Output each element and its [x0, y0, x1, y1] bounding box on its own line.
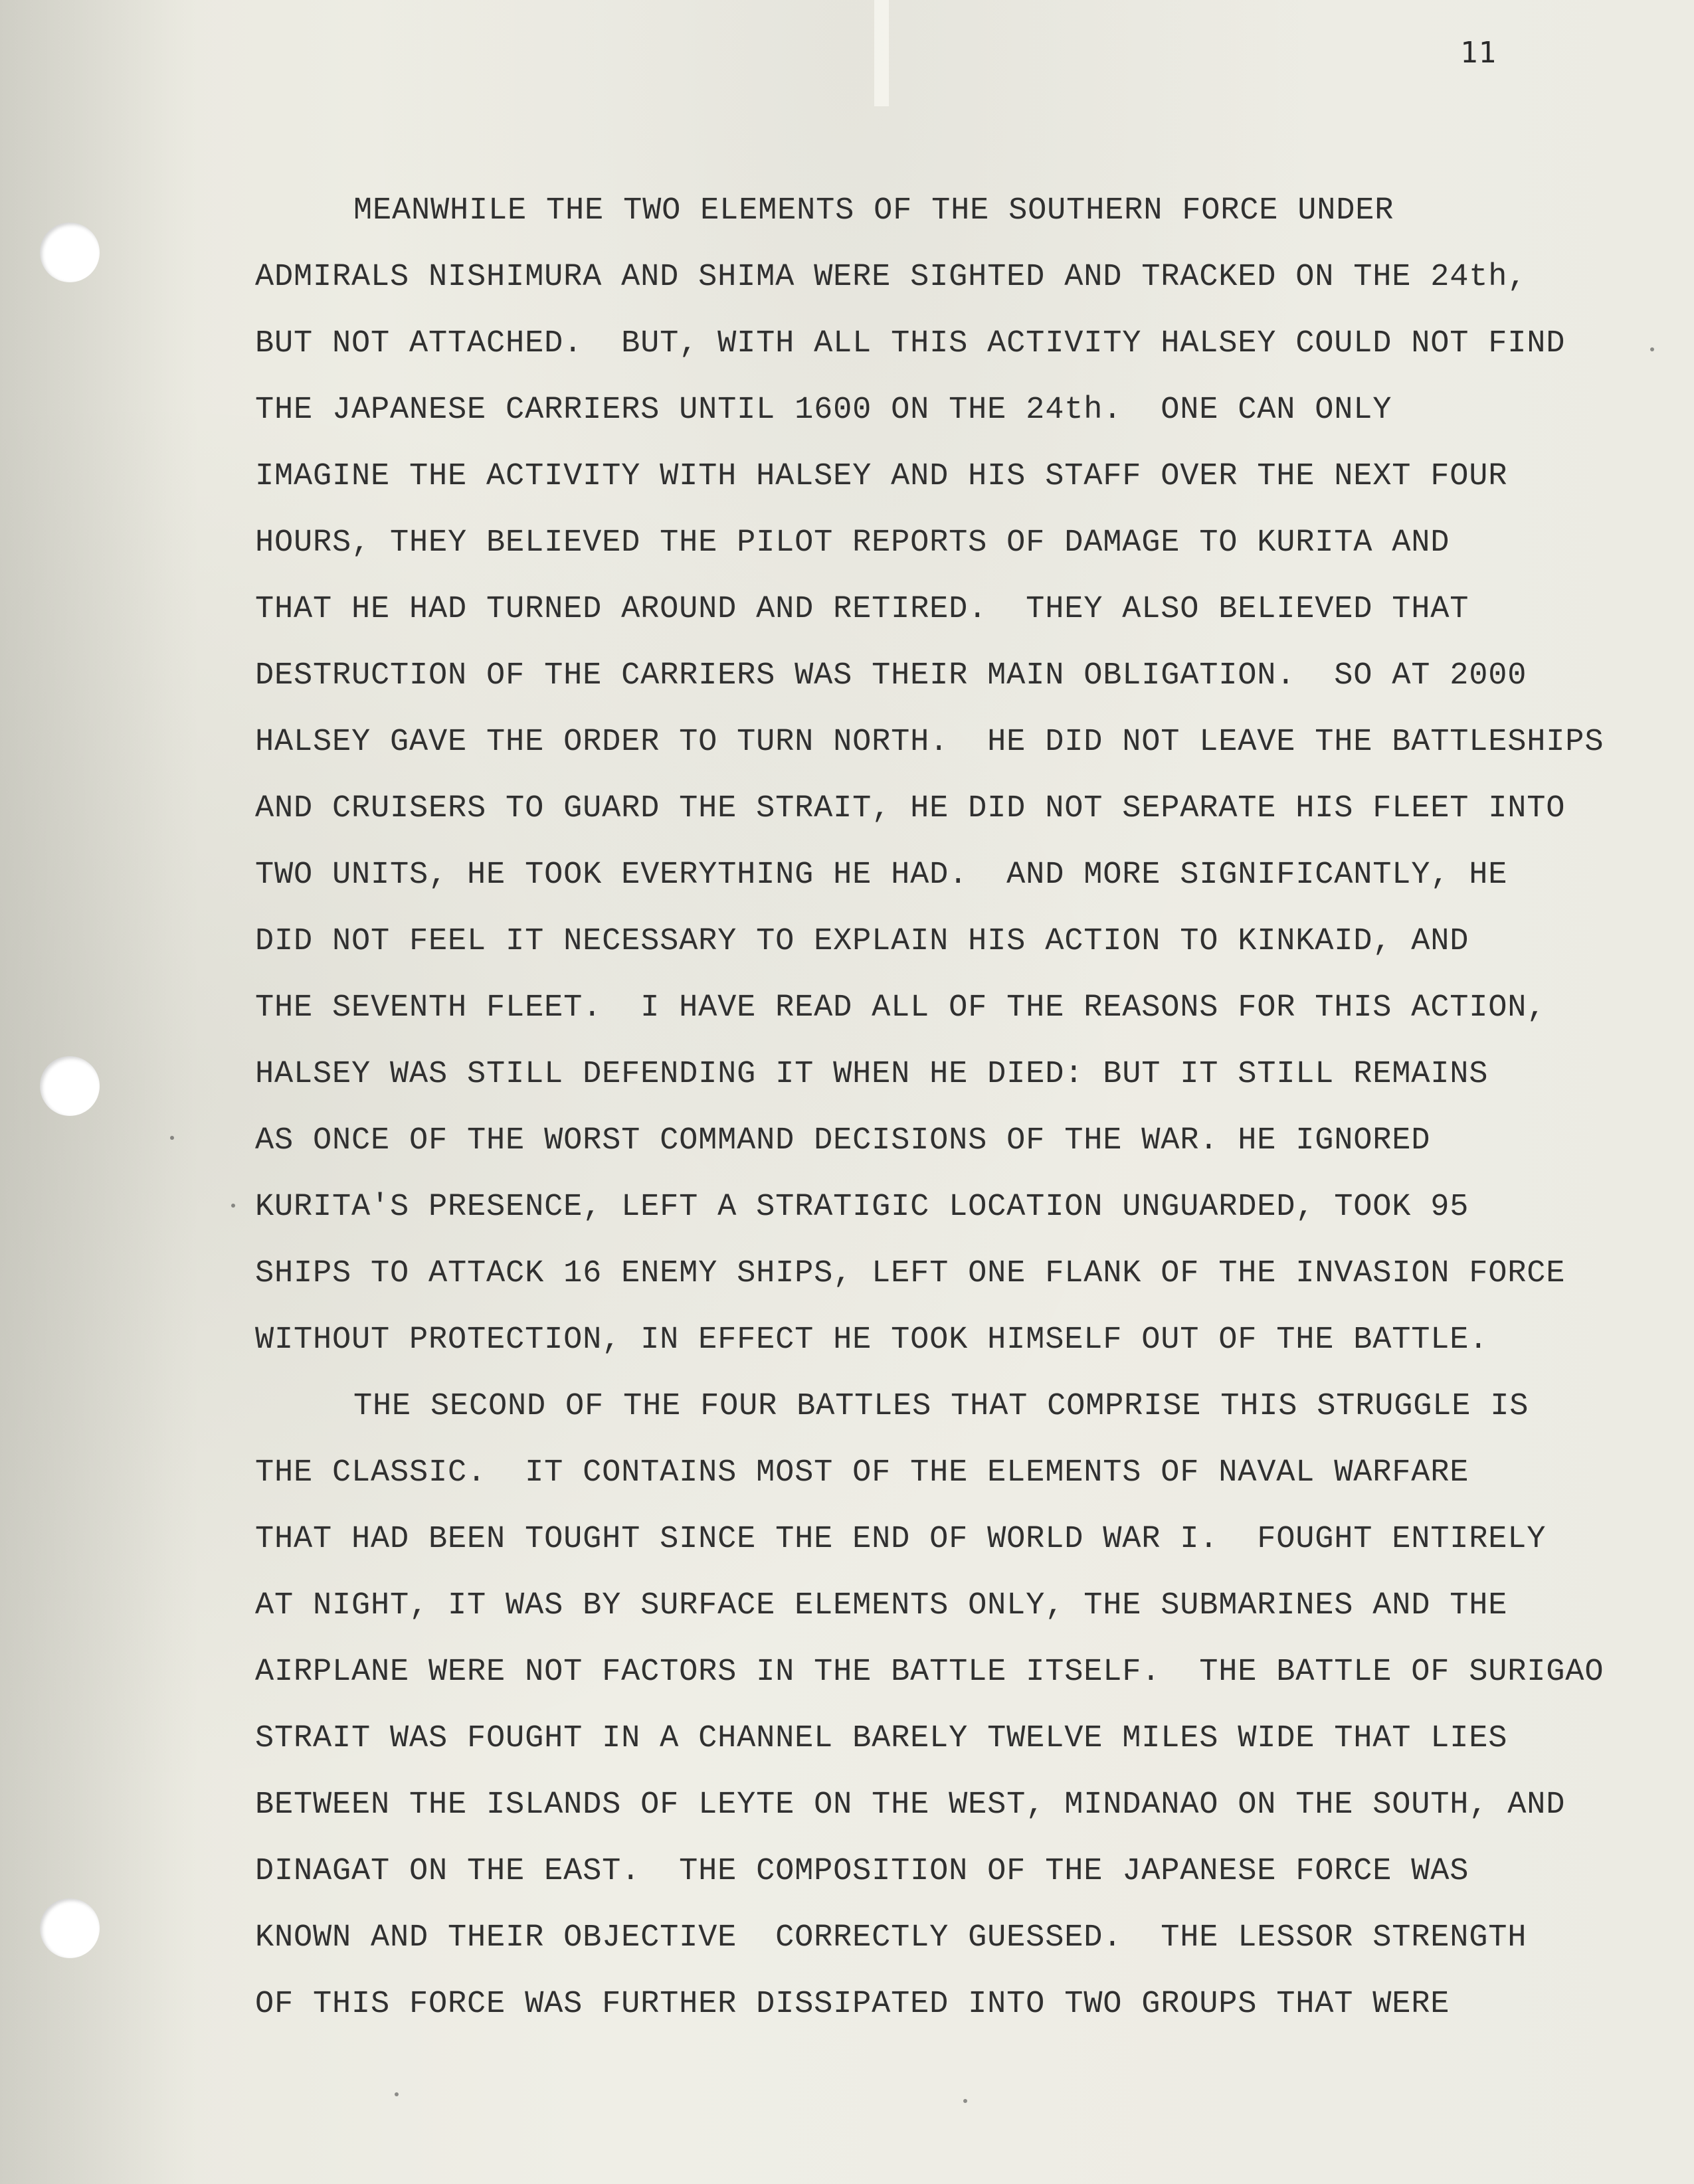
text-line: THE SEVENTH FLEET. I HAVE READ ALL OF THE REASONS FOR THIS ACTION,	[255, 990, 1547, 1026]
text-line: HALSEY GAVE THE ORDER TO TURN NORTH. HE DID NOT LEAVE THE BATTLESHIPS	[255, 725, 1604, 760]
text-line: AS ONCE OF THE WORST COMMAND DECISIONS OF THE WAR. HE IGNORED	[255, 1123, 1431, 1158]
binder-hole-bottom	[40, 1898, 100, 1958]
text-line: THAT HAD BEEN TOUGHT SINCE THE END OF WORLD WAR I. FOUGHT ENTIRELY	[255, 1522, 1547, 1557]
scan-speck	[170, 1136, 174, 1140]
text-line: THE CLASSIC. IT CONTAINS MOST OF THE ELEMENTS OF NAVAL WARFARE	[255, 1455, 1469, 1491]
body-text	[255, 187, 1650, 2047]
text-line: THE JAPANESE CARRIERS UNTIL 1600 ON THE 24th. ONE CAN ONLY	[255, 393, 1392, 428]
text-line: AIRPLANE WERE NOT FACTORS IN THE BATTLE ITSELF. THE BATTLE OF SURIGAO	[255, 1655, 1604, 1690]
text-line: HOURS, THEY BELIEVED THE PILOT REPORTS OF DAMAGE TO KURITA AND	[255, 525, 1450, 561]
text-line: KURITA'S PRESENCE, LEFT A STRATIGIC LOCATION UNGUARDED, TOOK 95	[255, 1190, 1469, 1225]
scan-speck	[963, 2099, 967, 2103]
text-line: AND CRUISERS TO GUARD THE STRAIT, HE DID NOT SEPARATE HIS FLEET INTO	[255, 791, 1566, 826]
text-line: STRAIT WAS FOUGHT IN A CHANNEL BARELY TWELVE MILES WIDE THAT LIES	[255, 1721, 1508, 1756]
text-line: SHIPS TO ATTACK 16 ENEMY SHIPS, LEFT ONE FLANK OF THE INVASION FORCE	[255, 1256, 1566, 1291]
text-line: BETWEEN THE ISLANDS OF LEYTE ON THE WEST, MINDANAO ON THE SOUTH, AND	[255, 1787, 1566, 1823]
binder-hole-top	[40, 223, 100, 282]
text-line: THE SECOND OF THE FOUR BATTLES THAT COMPRISE THIS STRUGGLE IS	[353, 1389, 1529, 1424]
text-line: MEANWHILE THE TWO ELEMENTS OF THE SOUTHERN FORCE UNDER	[353, 193, 1394, 228]
page-number: 11	[1460, 36, 1497, 70]
scan-speck	[1650, 347, 1654, 351]
text-line: OF THIS FORCE WAS FURTHER DISSIPATED INTO TWO GROUPS THAT WERE	[255, 1987, 1450, 2022]
scan-shadow	[0, 0, 199, 2184]
binder-hole-middle	[40, 1056, 100, 1116]
text-line: WITHOUT PROTECTION, IN EFFECT HE TOOK HIMSELF OUT OF THE BATTLE.	[255, 1322, 1489, 1358]
scan-speck	[395, 2092, 399, 2096]
text-line: IMAGINE THE ACTIVITY WITH HALSEY AND HIS STAFF OVER THE NEXT FOUR	[255, 459, 1508, 494]
text-line: ADMIRALS NISHIMURA AND SHIMA WERE SIGHTED AND TRACKED ON THE 24th,	[255, 260, 1527, 295]
text-line: DESTRUCTION OF THE CARRIERS WAS THEIR MAIN OBLIGATION. SO AT 2000	[255, 658, 1527, 693]
text-line: KNOWN AND THEIR OBJECTIVE CORRECTLY GUESSED. THE LESSOR STRENGTH	[255, 1920, 1527, 1956]
text-line: DID NOT FEEL IT NECESSARY TO EXPLAIN HIS ACTION TO KINKAID, AND	[255, 924, 1469, 959]
paper-fold-mark	[874, 0, 889, 106]
scan-speck	[231, 1204, 235, 1208]
text-line: BUT NOT ATTACHED. BUT, WITH ALL THIS ACTIVITY HALSEY COULD NOT FIND	[255, 326, 1566, 361]
text-line: TWO UNITS, HE TOOK EVERYTHING HE HAD. AND MORE SIGNIFICANTLY, HE	[255, 858, 1508, 893]
text-line: AT NIGHT, IT WAS BY SURFACE ELEMENTS ONLY, THE SUBMARINES AND THE	[255, 1588, 1508, 1623]
text-line: DINAGAT ON THE EAST. THE COMPOSITION OF THE JAPANESE FORCE WAS	[255, 1854, 1469, 1889]
text-line: HALSEY WAS STILL DEFENDING IT WHEN HE DIED: BUT IT STILL REMAINS	[255, 1057, 1489, 1092]
text-line: THAT HE HAD TURNED AROUND AND RETIRED. THEY ALSO BELIEVED THAT	[255, 592, 1469, 627]
